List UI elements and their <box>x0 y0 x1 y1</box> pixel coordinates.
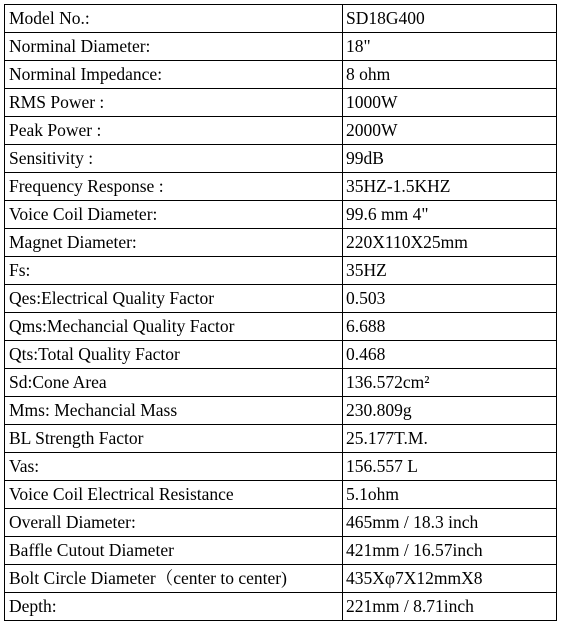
spec-label: Bolt Circle Diameter（center to center) <box>5 565 343 593</box>
table-row <box>5 33 557 61</box>
spec-label: Norminal Impedance: <box>5 61 343 89</box>
spec-label: Voice Coil Electrical Resistance <box>5 481 343 509</box>
spec-value: 99.6 mm 4" <box>343 201 557 229</box>
spec-label: RMS Power : <box>5 89 343 117</box>
table-row <box>5 5 557 33</box>
spec-value: 25.177T.M. <box>343 425 557 453</box>
spec-value: 0.503 <box>343 285 557 313</box>
spec-table-body <box>5 5 557 621</box>
spec-value: 465mm / 18.3 inch <box>343 509 557 537</box>
spec-label: Qts:Total Quality Factor <box>5 341 343 369</box>
spec-value: 156.557 L <box>343 453 557 481</box>
table-row <box>5 593 557 621</box>
spec-table <box>4 4 557 621</box>
spec-value: 136.572cm² <box>343 369 557 397</box>
spec-value: 221mm / 8.71inch <box>343 593 557 621</box>
spec-label: Sensitivity : <box>5 145 343 173</box>
spec-value: 5.1ohm <box>343 481 557 509</box>
spec-label: Vas: <box>5 453 343 481</box>
spec-value: 230.809g <box>343 397 557 425</box>
spec-value: 421mm / 16.57inch <box>343 537 557 565</box>
table-row <box>5 145 557 173</box>
spec-label: Baffle Cutout Diameter <box>5 537 343 565</box>
spec-value: 1000W <box>343 89 557 117</box>
table-row <box>5 201 557 229</box>
spec-value: 6.688 <box>343 313 557 341</box>
spec-label: Norminal Diameter: <box>5 33 343 61</box>
spec-value: 220X110X25mm <box>343 229 557 257</box>
table-row <box>5 397 557 425</box>
spec-label: BL Strength Factor <box>5 425 343 453</box>
table-row <box>5 341 557 369</box>
table-row <box>5 453 557 481</box>
table-row <box>5 369 557 397</box>
spec-label: Fs: <box>5 257 343 285</box>
spec-value: 8 ohm <box>343 61 557 89</box>
spec-value: 35HZ <box>343 257 557 285</box>
spec-label: Voice Coil Diameter: <box>5 201 343 229</box>
spec-value: 2000W <box>343 117 557 145</box>
spec-label: Model No.: <box>5 5 343 33</box>
table-row <box>5 173 557 201</box>
spec-value: SD18G400 <box>343 5 557 33</box>
spec-label: Frequency Response : <box>5 173 343 201</box>
table-row <box>5 61 557 89</box>
table-row <box>5 565 557 593</box>
spec-label: Qes:Electrical Quality Factor <box>5 285 343 313</box>
table-row <box>5 229 557 257</box>
spec-value: 35HZ-1.5KHZ <box>343 173 557 201</box>
table-row <box>5 313 557 341</box>
table-row <box>5 285 557 313</box>
spec-label: Sd:Cone Area <box>5 369 343 397</box>
spec-label: Qms:Mechancial Quality Factor <box>5 313 343 341</box>
table-row <box>5 89 557 117</box>
spec-value: 435Xφ7X12mmX8 <box>343 565 557 593</box>
table-row <box>5 425 557 453</box>
spec-label: Depth: <box>5 593 343 621</box>
spec-label: Magnet Diameter: <box>5 229 343 257</box>
table-row <box>5 117 557 145</box>
spec-label: Mms: Mechancial Mass <box>5 397 343 425</box>
table-row <box>5 257 557 285</box>
spec-value: 99dB <box>343 145 557 173</box>
spec-label: Overall Diameter: <box>5 509 343 537</box>
spec-value: 18" <box>343 33 557 61</box>
spec-label: Peak Power : <box>5 117 343 145</box>
table-row <box>5 537 557 565</box>
spec-value: 0.468 <box>343 341 557 369</box>
table-row <box>5 509 557 537</box>
table-row <box>5 481 557 509</box>
